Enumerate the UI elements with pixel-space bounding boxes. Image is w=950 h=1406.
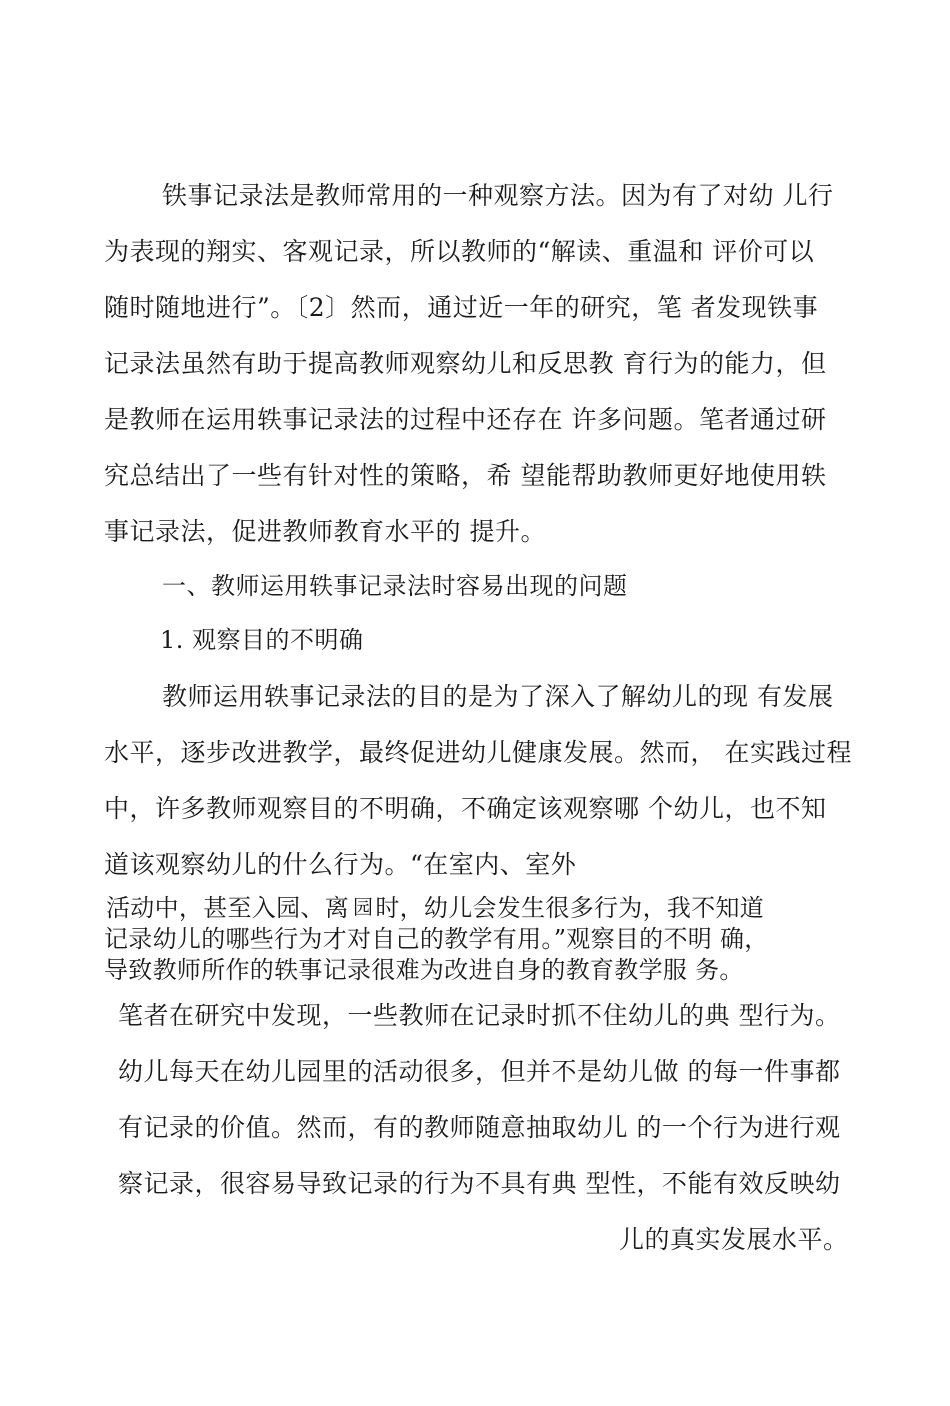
paragraph-line: 教师运用轶事记录法的目的是为了深入了解幼儿的现 有发展 — [162, 682, 834, 711]
paragraph-line: 中，许多教师观察目的不明确，不确定该观察哪 个幼儿，也不知 — [104, 794, 827, 823]
paragraph-line: 记录幼儿的哪些行为才对自己的教学有用。”观察目的不明 确， — [104, 925, 769, 953]
paragraph-line: 道该观察幼儿的什么行为。“在室内、室外 — [104, 850, 577, 879]
paragraph-line: 幼儿每天在幼儿园里的活动很多，但并不是幼儿做 的每一件事都 — [118, 1057, 841, 1086]
paragraph-line: 儿的真实发展水平。 — [619, 1225, 849, 1254]
paragraph-line: 随时随地进行”。〔2〕然而，通过近一年的研究，笔 者发现铁事 — [104, 293, 819, 322]
paragraph-line: 记录法虽然有助于提高教师观察幼儿和反思教 育行为的能力，但 — [104, 349, 827, 378]
paragraph-line: 水平，逐步改进教学，最终促进幼儿健康发展。然而， 在实践过程 — [104, 738, 852, 767]
paragraph-line: 究总结出了一些有针对性的策略，希 望能帮助教师更好地使用轶 — [104, 461, 827, 490]
paragraph-line — [106, 896, 764, 920]
line-text-after: 时，幼儿会发生很多行为，我不知道 — [375, 894, 765, 922]
line-text-before: 活动中，甚至入园、离 — [106, 894, 349, 922]
section-heading: 一、教师运用轶事记录法时容易出现的问题 — [162, 572, 628, 600]
paragraph-line: 为表现的翔实、客观记录，所以教师的“解读、重温和 评价可以 — [104, 237, 815, 266]
paragraph-line: 事记录法，促进教师教育水平的 提升。 — [104, 517, 546, 546]
small-glyph: 园 — [353, 895, 374, 919]
paragraph-line: 笔者在研究中发现，一些教师在记录时抓不住幼儿的典 型行为。 — [118, 1001, 841, 1030]
paragraph-line: 导致教师所作的轶事记录很难为改进自身的教育教学服 务。 — [104, 956, 744, 984]
paragraph-line: 铁事记录法是教师常用的一种观察方法。因为有了对幼 儿行 — [162, 181, 834, 210]
paragraph-line: 是教师在运用轶事记录法的过程中还存在 许多问题。笔者通过研 — [104, 405, 827, 434]
subsection-heading: 1. 观察目的不明确 — [160, 626, 364, 654]
paragraph-line: 察记录，很容易导致记录的行为不具有典 型性，不能有效反映幼 — [118, 1169, 841, 1198]
paragraph-line: 有记录的价值。然而，有的教师随意抽取幼儿 的一个行为进行观 — [118, 1113, 841, 1142]
